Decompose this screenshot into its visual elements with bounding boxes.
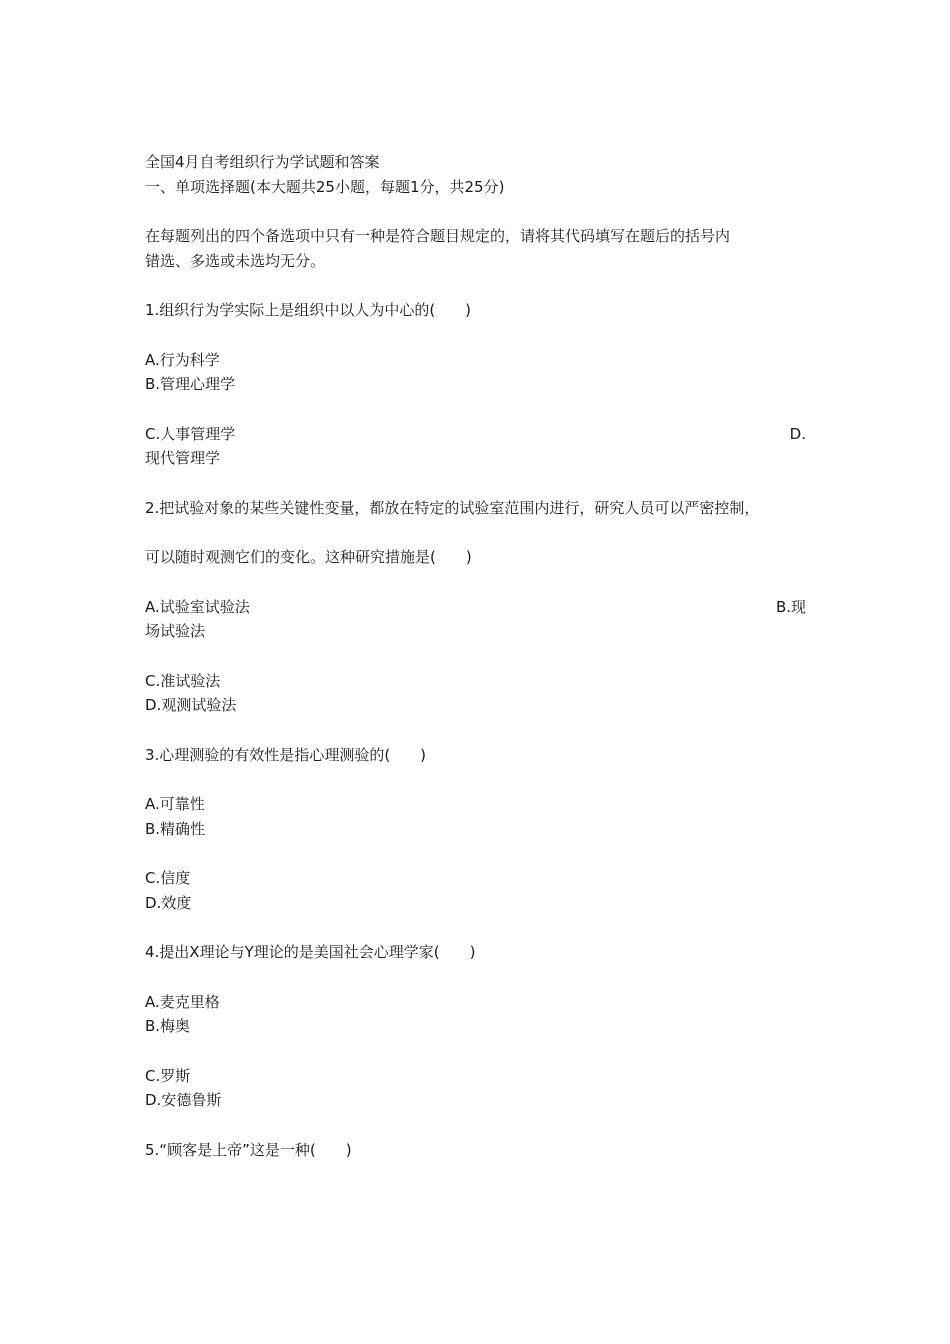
section-heading: 一、单项选择题(本大题共25小题，每题1分，共25分) — [145, 177, 505, 196]
instructions-line-2: 错选、多选或未选均无分。 — [145, 251, 326, 270]
question-1-option-d-text: 现代管理学 — [145, 449, 221, 467]
document-body — [145, 150, 806, 1162]
question-4-option-b: B.梅奥 — [145, 1017, 191, 1035]
question-2-option-c: C.准试验法 — [145, 671, 221, 690]
question-1-option-row — [145, 422, 806, 447]
question-1-option-b: B.管理心理学 — [145, 375, 236, 393]
question-3-option-b: B.精确性 — [145, 819, 206, 838]
question-3-option-d: D.效度 — [145, 893, 192, 912]
document-title: 全国4月自考组织行为学试题和答案 — [145, 153, 380, 171]
question-2-option-a: A.试验室试验法 — [145, 597, 250, 616]
question-3-option-a: A.可靠性 — [145, 795, 205, 813]
question-2-stem-line-1: 2.把试验对象的某些关键性变量，都放在特定的试验室范围内进行，研究人员可以严密控制， — [145, 498, 760, 517]
question-2-option-row — [145, 595, 806, 620]
question-1-option-d-prefix: D. — [789, 424, 806, 443]
question-4-option-c: C.罗斯 — [145, 1066, 191, 1085]
question-1-stem: 1.组织行为学实际上是组织中以人为中心的( ) — [145, 301, 472, 319]
question-1-option-c: C.人事管理学 — [145, 424, 236, 443]
question-4-option-d: D.安德鲁斯 — [145, 1091, 222, 1109]
question-2-option-b-prefix: B.现 — [775, 597, 806, 616]
question-1-option-a: A.行为科学 — [145, 350, 220, 369]
question-4-option-a: A.麦克里格 — [145, 992, 220, 1011]
question-3-stem: 3.心理测验的有效性是指心理测验的( ) — [145, 745, 427, 764]
instructions-line-1: 在每题列出的四个备选项中只有一种是符合题目规定的，请将其代码填写在题后的括号内 — [145, 227, 731, 245]
question-5-stem: 5.“顾客是上帝”这是一种( ) — [145, 1140, 352, 1159]
question-4-stem: 4.提出X理论与Y理论的是美国社会心理学家( ) — [145, 943, 476, 961]
question-3-option-c: C.信度 — [145, 869, 191, 887]
question-2-stem-line-2: 可以随时观测它们的变化。这种研究措施是( ) — [145, 548, 472, 566]
question-2-option-b-text: 场试验法 — [145, 622, 206, 640]
question-2-option-d: D.观测试验法 — [145, 696, 237, 714]
